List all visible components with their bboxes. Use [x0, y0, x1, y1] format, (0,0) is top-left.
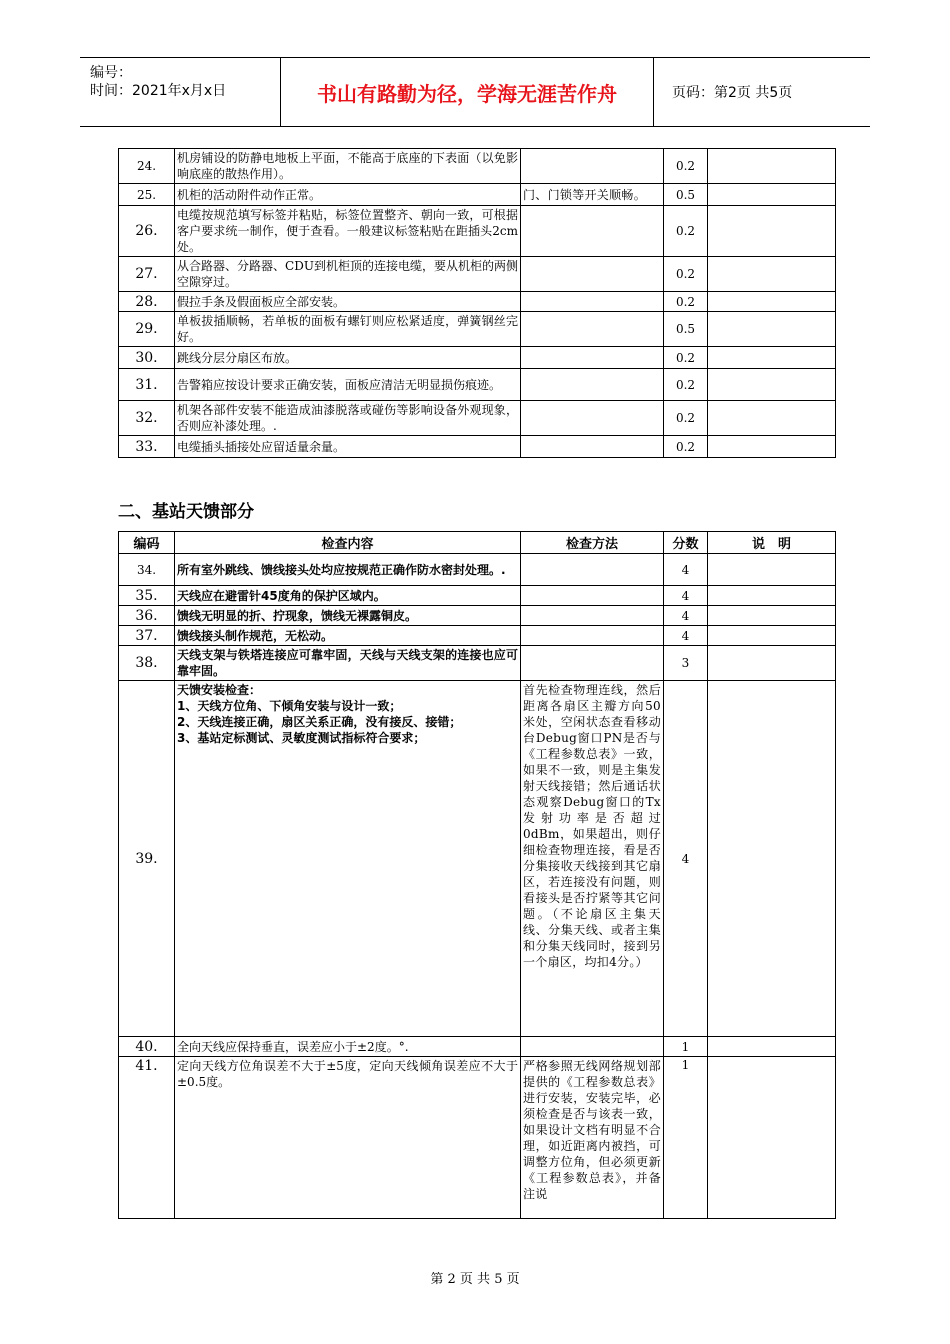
item-method: [521, 257, 664, 292]
item-number: 39.: [119, 681, 175, 1037]
time-label: 时间：2021年x月x日: [90, 83, 227, 99]
item-note: [708, 554, 836, 586]
item-note: [708, 401, 836, 436]
table-row: [119, 681, 836, 1037]
inspection-table-antenna: [118, 531, 836, 1219]
item-number: 30.: [119, 347, 175, 369]
item-score: 0.2: [664, 257, 708, 292]
header-content: 检查内容: [175, 532, 521, 554]
item-note: [708, 149, 836, 184]
item-content: 机架各部件安装不能造成油漆脱落或碰伤等影响设备外观现象，否则应补漆处理。.: [175, 401, 521, 436]
table-row: [119, 369, 836, 401]
item-note: [708, 681, 836, 1037]
item-method: [521, 206, 664, 257]
item-number: 37.: [119, 626, 175, 646]
item-score: 4: [664, 586, 708, 606]
item-method: 严格参照无线网络规划部提供的《工程参数总表》进行安装，安装完毕，必须检查是否与该表一致，如果设计文档有明显不合理，如近距离内被挡，可调整方位角，但必须更新《工程参数总表》，并备注说: [521, 1057, 664, 1219]
inspection-table-equipment: [118, 148, 836, 458]
item-number: 28.: [119, 292, 175, 312]
item-score: 0.5: [664, 312, 708, 347]
item-method: [521, 369, 664, 401]
item-method: [521, 1037, 664, 1057]
item-note: [708, 1037, 836, 1057]
item-content: 告警箱应按设计要求正确安装，面板应清洁无明显损伤痕迹。: [175, 369, 521, 401]
item-method: [521, 347, 664, 369]
item-note: [708, 436, 836, 458]
item-note: [708, 1057, 836, 1219]
item-note: [708, 184, 836, 206]
item-note: [708, 646, 836, 681]
table-row: [119, 149, 836, 184]
item-method: [521, 149, 664, 184]
item-content: 电缆插头插接处应留适量余量。: [175, 436, 521, 458]
header-meta: [80, 58, 281, 126]
item-content: 假拉手条及假面板应全部安装。: [175, 292, 521, 312]
item-score: 0.2: [664, 369, 708, 401]
item-method: [521, 554, 664, 586]
item-note: [708, 257, 836, 292]
item-score: 0.2: [664, 347, 708, 369]
item-content: 天线应在避雷针45度角的保护区域内。: [175, 586, 521, 606]
table-row: [119, 1037, 836, 1057]
item-number: 32.: [119, 401, 175, 436]
item-number: 35.: [119, 586, 175, 606]
item-number: 40.: [119, 1037, 175, 1057]
item-score: 4: [664, 681, 708, 1037]
table-row: [119, 257, 836, 292]
item-score: 4: [664, 626, 708, 646]
item-score: 0.2: [664, 149, 708, 184]
table-row: [119, 606, 836, 626]
item-score: 0.2: [664, 206, 708, 257]
header-score: 分数: [664, 532, 708, 554]
item-content: 天线支架与铁塔连接应可靠牢固，天线与天线支架的连接也应可靠牢固。: [175, 646, 521, 681]
item-method: [521, 436, 664, 458]
header-motto: 书山有路勤为径，学海无涯苦作舟: [281, 58, 654, 126]
table-row: [119, 1057, 836, 1219]
item-method: 门、门锁等开关顺畅。: [521, 184, 664, 206]
content-line: 3、基站定标测试、灵敏度测试指标符合要求；: [177, 731, 426, 745]
table-row: [119, 436, 836, 458]
item-method: 首先检查物理连线，然后距离各扇区主瓣方向50米处，空闲状态查看移动台Debug窗口PN是否与《工程参数总表》一致，如果不一致，则是主集发射天线接错；然后通话状态观察Debug窗口的Tx发射功率是否超过0dBm，如果超出，则仔细检查物理连接，看是否分集接收天线接到其它扇区，若连接没有问题，则看接头是否拧紧等其它问题。（不论扇区主集天线、分集天线、或者主集和分集天线同时，接到另一个扇区，均扣4分。）: [521, 681, 664, 1037]
item-content: [175, 681, 521, 1037]
item-note: [708, 626, 836, 646]
item-number: 26.: [119, 206, 175, 257]
page-header: [80, 57, 870, 127]
table-row: [119, 401, 836, 436]
table-row: [119, 646, 836, 681]
item-score: 1: [664, 1037, 708, 1057]
item-content: 电缆按规范填写标签并粘贴，标签位置整齐、朝向一致，可根据客户要求统一制作，便于查看。一般建议标签粘贴在距插头2cm处。: [175, 206, 521, 257]
content-line: 1、天线方位角、下倾角安装与设计一致；: [177, 699, 402, 713]
header-no: 编码: [119, 532, 175, 554]
item-number: 25.: [119, 184, 175, 206]
number-label: 编号：: [90, 65, 132, 81]
item-note: [708, 586, 836, 606]
item-content: 从合路器、分路器、CDU到机柜顶的连接电缆，要从机柜的两侧空隙穿过。: [175, 257, 521, 292]
item-note: [708, 369, 836, 401]
item-content: 机柜的活动附件动作正常。: [175, 184, 521, 206]
content-line: 天馈安装检查：: [177, 683, 262, 697]
item-method: [521, 626, 664, 646]
item-method: [521, 646, 664, 681]
item-score: 4: [664, 554, 708, 586]
item-method: [521, 401, 664, 436]
table-row: [119, 554, 836, 586]
table-row: [119, 292, 836, 312]
item-score: 4: [664, 606, 708, 626]
table-row: [119, 626, 836, 646]
item-number: 29.: [119, 312, 175, 347]
item-number: 34.: [119, 554, 175, 586]
table-row: [119, 312, 836, 347]
page-label: [664, 58, 870, 126]
item-score: 0.5: [664, 184, 708, 206]
table-header-row: [119, 532, 836, 554]
item-score: 0.2: [664, 401, 708, 436]
table-row: [119, 586, 836, 606]
item-note: [708, 292, 836, 312]
item-content: 全向天线应保持垂直，误差应小于±2度。°.: [175, 1037, 521, 1057]
item-number: 31.: [119, 369, 175, 401]
item-method: [521, 586, 664, 606]
item-content: 机房铺设的防静电地板上平面，不能高于底座的下表面（以免影响底座的散热作用）。: [175, 149, 521, 184]
item-score: 0.2: [664, 292, 708, 312]
item-number: 41.: [119, 1057, 175, 1219]
header-method: 检查方法: [521, 532, 664, 554]
item-note: [708, 606, 836, 626]
item-number: 24.: [119, 149, 175, 184]
item-method: [521, 312, 664, 347]
table-row: [119, 347, 836, 369]
content-line: 2、天线连接正确，扇区关系正确，没有接反、接错；: [177, 715, 462, 729]
item-number: 33.: [119, 436, 175, 458]
item-content: 馈线接头制作规范，无松动。: [175, 626, 521, 646]
item-content: 定向天线方位角误差不大于±5度，定向天线倾角误差应不大于±0.5度。: [175, 1057, 521, 1219]
item-note: [708, 347, 836, 369]
item-score: 3: [664, 646, 708, 681]
table-row: [119, 184, 836, 206]
item-note: [708, 312, 836, 347]
item-content: 单板拔插顺畅，若单板的面板有螺钉则应松紧适度，弹簧钢丝完好。: [175, 312, 521, 347]
table-row: [119, 206, 836, 257]
item-content: 所有室外跳线、馈线接头处均应按规范正确作防水密封处理。.: [175, 554, 521, 586]
page-label-text: 页码：第2页 共5页: [672, 85, 793, 101]
item-score: 1: [664, 1057, 708, 1219]
page-footer: 第 2 页 共 5 页: [430, 1272, 520, 1287]
item-number: 38.: [119, 646, 175, 681]
item-method: [521, 606, 664, 626]
header-note: 说 明: [708, 532, 836, 554]
item-content: 跳线分层分扇区布放。: [175, 347, 521, 369]
item-number: 27.: [119, 257, 175, 292]
item-number: 36.: [119, 606, 175, 626]
item-method: [521, 292, 664, 312]
item-note: [708, 206, 836, 257]
section-title: 二、基站天馈部分: [118, 502, 254, 522]
item-content: 馈线无明显的折、拧现象，馈线无裸露铜皮。: [175, 606, 521, 626]
item-score: 0.2: [664, 436, 708, 458]
